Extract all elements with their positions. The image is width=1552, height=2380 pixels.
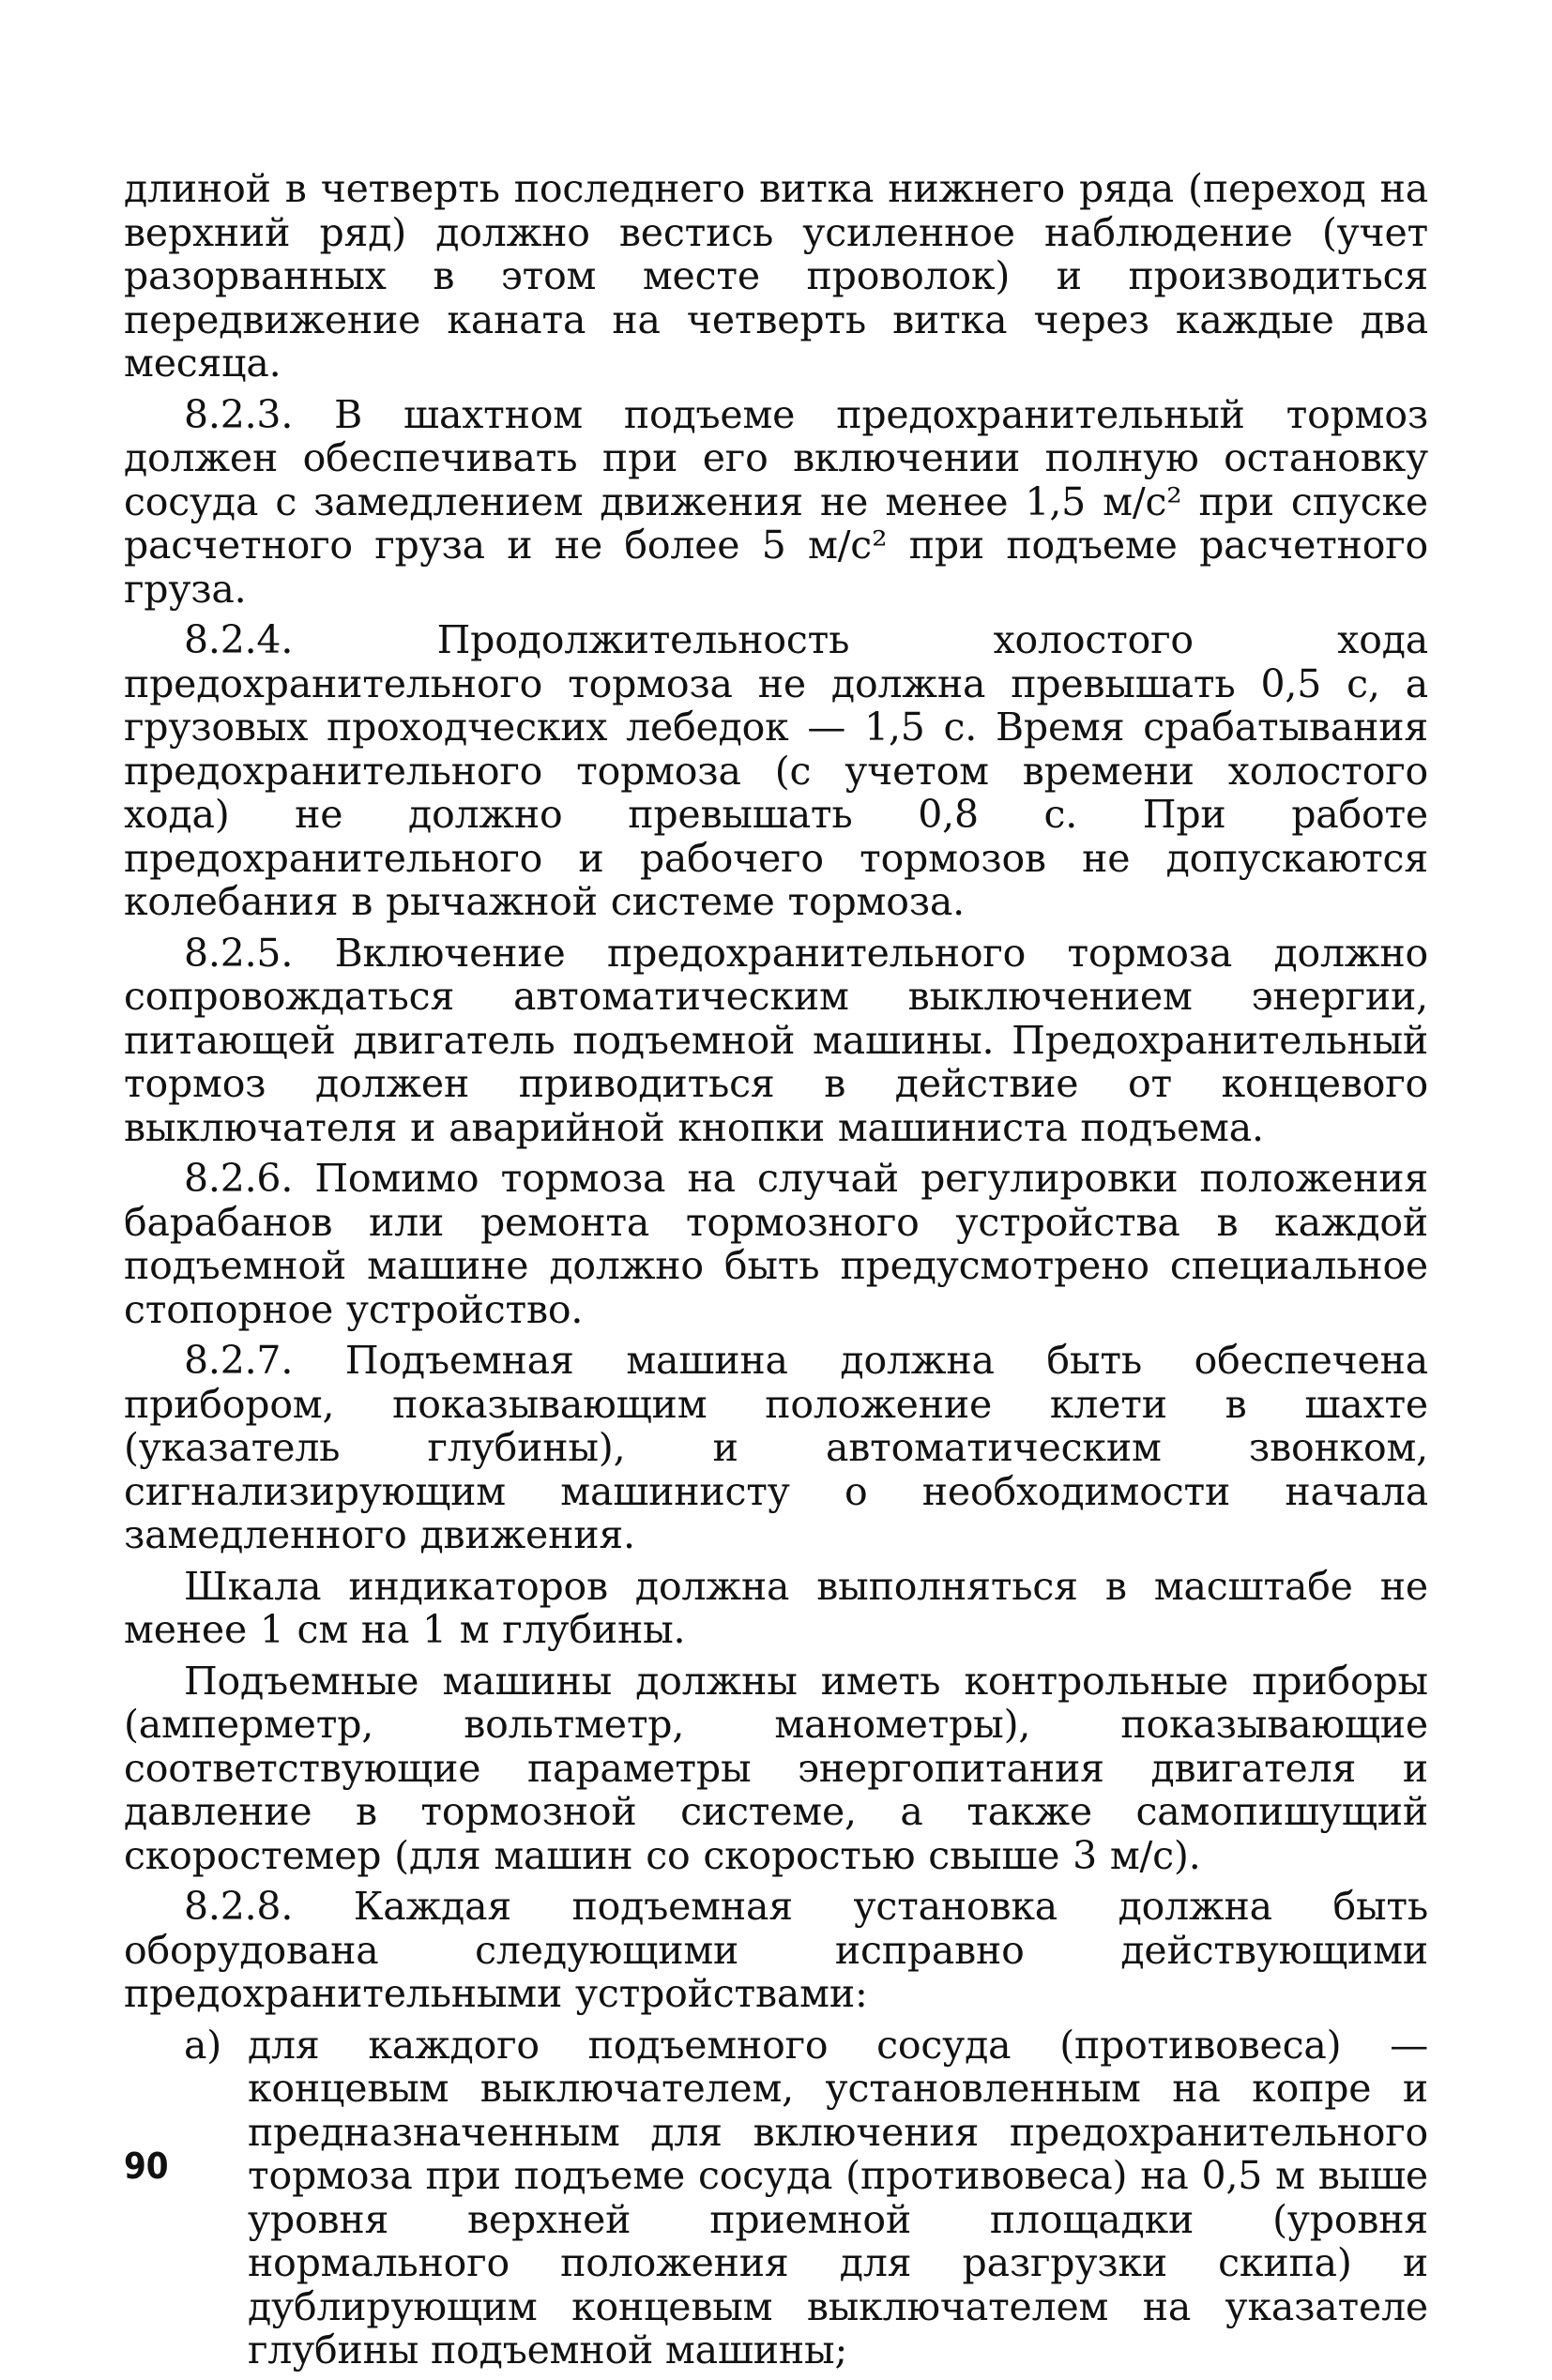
paragraph-continuation: длиной в четверть последнего витка нижнего ряда (переход на верхний ряд) должно вестись усиленное наблюдение (учет разорванных в этом месте проволок) и производиться передвижение каната на четверть витка через каждые два месяца. (124, 166, 1428, 386)
paragraph-8-2-4: 8.2.4. Продолжительность холостого хода предохранительного тормоза не должна превышать 0,5 с, а грузовых проходческих лебедок — 1,5 с. Время срабатывания предохранительного тормоза (с учетом времени холостого хода) не должно превышать 0,8 с. При работе предохранительного и рабочего тормозов не допускаются колебания в рычажной системе тормоза. (124, 617, 1428, 924)
paragraph-scale: Шкала индикаторов должна выполняться в масштабе не менее 1 см на 1 м глубины. (124, 1563, 1428, 1652)
paragraph-8-2-6: 8.2.6. Помимо тормоза на случай регулировки положения барабанов или ремонта тормозного устройства в каждой подъемной машине должно быть предусмотрено специальное стопорное устройство. (124, 1156, 1428, 1332)
paragraph-8-2-5: 8.2.5. Включение предохранительного тормоза должно сопровождаться автоматическим выключением энергии, питающей двигатель подъемной машины. Предохранительный тормоз должен приводиться в действие от концевого выключателя и аварийной кнопки машиниста подъема. (124, 930, 1428, 1150)
paragraph-instruments: Подъемные машины должны иметь контрольные приборы (амперметр, вольтметр, манометры), показывающие соответствующие параметры энергопитания двигателя и давление в тормозной системе, а также самопишущий скоростемер (для машин со скоростью свыше 3 м/с). (124, 1658, 1428, 1878)
page-content (124, 167, 1428, 2380)
list-item-marker: а) (184, 2022, 222, 2068)
paragraph-8-2-3: 8.2.3. В шахтном подъеме предохранительный тормоз должен обеспечивать при его включении полную остановку сосуда с замедлением движения не менее 1,5 м/с² при спуске расчетного груза и не более 5 м/с² при подъеме расчетного груза. (124, 391, 1428, 612)
paragraph-8-2-8: 8.2.8. Каждая подъемная установка должна быть оборудована следующими исправно действующими предохранительными устройствами: (124, 1884, 1428, 2016)
page-number: 90 (124, 2145, 169, 2187)
list-item-text: для каждого подъемного сосуда (противовеса) — концевым выключателем, установленным на копре и предназначенным для включения предохранительного тормоза при подъеме сосуда (противовеса) на 0,5 м выше уровня верхней приемной площадки (уровня нормального положения для разгрузки скипа) и дублирующим концевым выключателем на указателе глубины подъемной машины; (248, 2022, 1428, 2372)
paragraph-8-2-7: 8.2.7. Подъемная машина должна быть обеспечена прибором, показывающим положение клети в шахте (указатель глубины), и автоматическим звонком, сигнализирующим машинисту о необходимости начала замедленного движения. (124, 1338, 1428, 1557)
list-item-a (124, 2024, 1428, 2372)
